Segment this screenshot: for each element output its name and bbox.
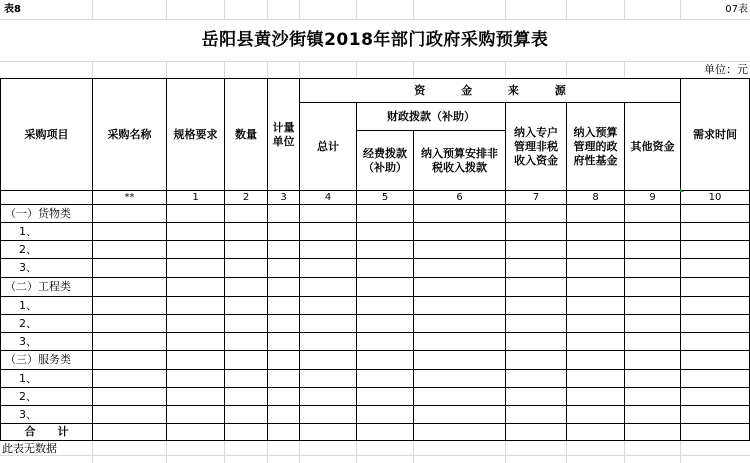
gridline xyxy=(413,440,414,463)
form-code: 07表 xyxy=(725,3,748,15)
index-cell: ** xyxy=(124,191,135,203)
table-border xyxy=(0,222,750,223)
row-item[interactable]: 3、 xyxy=(19,407,37,421)
page-title: 岳阳县黄沙街镇2018年部门政府采购预算表 xyxy=(201,30,549,50)
header-nontax-budget: 纳入预算安排非 税收入拨款 xyxy=(421,146,498,174)
gridline xyxy=(413,0,414,19)
index-cell: 5 xyxy=(381,191,389,203)
row-item[interactable]: 1、 xyxy=(19,371,37,385)
header-other-funds: 其他资金 xyxy=(630,139,675,153)
index-cell: 4 xyxy=(324,191,332,203)
gridline xyxy=(505,440,506,463)
table-border xyxy=(0,258,750,259)
header-special-account-nontax: 纳入专户 管理非税 收入资金 xyxy=(514,125,558,167)
table-border xyxy=(0,387,750,388)
row-item[interactable]: 2、 xyxy=(19,242,37,256)
row-item[interactable]: 2、 xyxy=(19,316,37,330)
table-border xyxy=(0,332,750,333)
header-funding-grant: 经费拨款 （补助） xyxy=(363,146,407,174)
table-border xyxy=(0,350,750,351)
gridline xyxy=(166,0,167,19)
index-cell: 1 xyxy=(192,191,199,203)
gridline xyxy=(356,61,357,77)
gridline xyxy=(0,61,750,62)
table-border xyxy=(0,240,750,241)
table-border xyxy=(0,423,750,424)
row-item[interactable]: 3、 xyxy=(19,334,37,348)
header-measure-unit: 计量 单位 xyxy=(272,120,295,148)
table-border xyxy=(0,277,750,278)
gridline xyxy=(624,0,625,19)
row-item[interactable]: 1、 xyxy=(19,224,37,238)
gridline xyxy=(624,440,625,463)
row-grand-total[interactable]: 合 计 xyxy=(24,425,69,438)
table-border xyxy=(0,296,750,297)
gridline xyxy=(505,0,506,19)
row-item[interactable]: 1、 xyxy=(19,298,37,312)
gridline xyxy=(92,0,93,19)
gridline xyxy=(566,61,567,77)
header-fiscal-appropriation: 财政拨款（补助） xyxy=(387,109,475,123)
row-item[interactable]: 3、 xyxy=(19,261,37,274)
gridline xyxy=(299,61,300,77)
gridline xyxy=(92,61,93,77)
table-border xyxy=(0,369,750,370)
gridline xyxy=(505,61,506,77)
cell-comment-marker xyxy=(680,188,684,192)
table-border xyxy=(0,204,750,205)
index-cell: 10 xyxy=(708,191,722,203)
gridline xyxy=(267,440,268,463)
index-cell: 6 xyxy=(456,191,463,203)
gridline xyxy=(356,0,357,19)
header-demand-time: 需求时间 xyxy=(693,127,737,141)
gridline xyxy=(413,61,414,77)
row-engineering-category[interactable]: （二）工程类 xyxy=(5,280,71,293)
gridline xyxy=(566,440,567,463)
index-cell: 3 xyxy=(280,191,287,203)
header-total: 总计 xyxy=(317,139,339,153)
index-cell: 9 xyxy=(649,191,656,203)
row-goods-category[interactable]: （一）货物类 xyxy=(5,206,71,220)
header-purchase-name: 采购名称 xyxy=(107,127,152,141)
unit-label: 单位：元 xyxy=(704,63,748,76)
gridline xyxy=(224,440,225,463)
gridline xyxy=(356,440,357,463)
gridline xyxy=(224,61,225,77)
header-quantity: 数量 xyxy=(235,127,257,141)
gridline xyxy=(680,440,681,463)
gridline xyxy=(680,0,681,19)
row-service-category[interactable]: （三）服务类 xyxy=(5,353,71,366)
header-spec-requirement: 规格要求 xyxy=(173,127,218,141)
gridline xyxy=(166,61,167,77)
table-border xyxy=(0,314,750,315)
table-number: 表8 xyxy=(4,3,21,15)
row-item[interactable]: 2、 xyxy=(19,389,37,403)
gridline xyxy=(299,0,300,19)
gridline xyxy=(267,61,268,77)
header-purchase-item: 采购项目 xyxy=(24,127,69,141)
no-data-note: 此表无数据 xyxy=(2,441,57,455)
index-cell: 8 xyxy=(592,191,599,203)
gridline xyxy=(566,0,567,19)
index-cell: 7 xyxy=(532,191,540,203)
gridline xyxy=(224,0,225,19)
gridline xyxy=(166,440,167,463)
index-cell: 2 xyxy=(242,191,250,203)
gridline xyxy=(299,440,300,463)
gridline xyxy=(267,0,268,19)
header-fund-source: 资 金 来 源 xyxy=(414,83,566,97)
gridline xyxy=(624,61,625,77)
header-government-fund: 纳入预算 管理的政 府性基金 xyxy=(573,125,618,167)
table-border xyxy=(0,405,750,406)
